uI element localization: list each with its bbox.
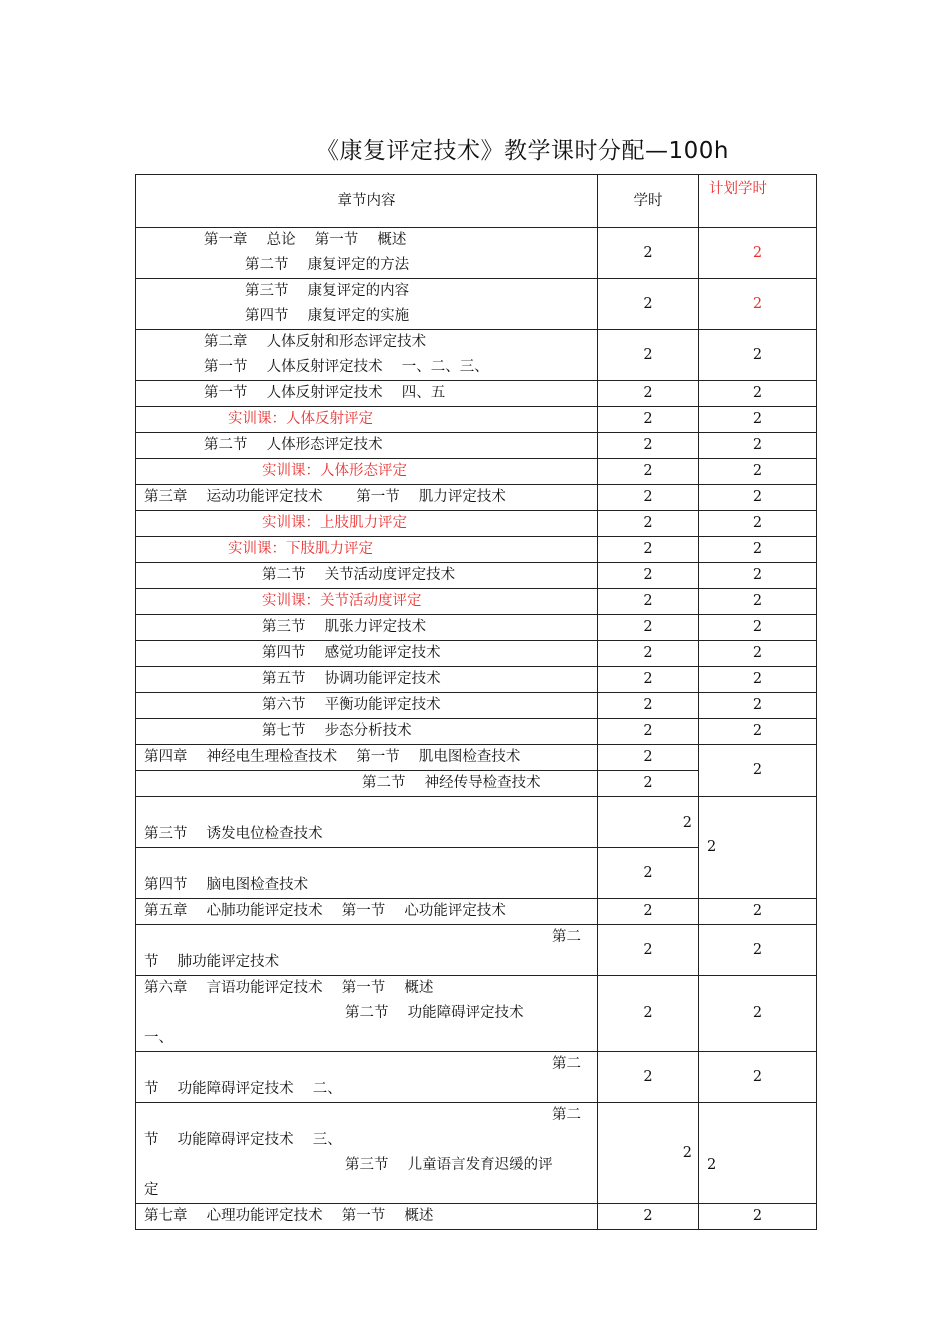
table-row xyxy=(136,899,817,925)
plan-cell: 2 xyxy=(699,899,817,925)
row-content: 第七章 心理功能评定技术 第一节 概述 xyxy=(136,1204,598,1230)
table-row xyxy=(136,693,817,719)
row-content: 第三章 运动功能评定技术 第一节 肌力评定技术 xyxy=(136,485,598,511)
hours-cell: 2 xyxy=(598,797,699,848)
row-content: 实训课：人体反射评定 xyxy=(136,407,598,433)
table-row xyxy=(136,615,817,641)
hours-cell: 2 xyxy=(598,1204,699,1230)
plan-cell: 2 xyxy=(699,976,817,1052)
table-row xyxy=(136,976,817,1052)
table-row xyxy=(136,407,817,433)
row-content: 第二章 人体反射和形态评定技术 第一节 人体反射评定技术 一、二、三、 xyxy=(136,330,598,381)
plan-cell: 2 xyxy=(699,1204,817,1230)
plan-cell: 2 xyxy=(699,1052,817,1103)
table-row xyxy=(136,433,817,459)
plan-cell: 2 xyxy=(699,485,817,511)
header-hours: 学时 xyxy=(598,175,699,228)
hours-cell: 2 xyxy=(598,1103,699,1204)
hours-cell: 2 xyxy=(598,1052,699,1103)
row-content: 实训课：关节活动度评定 xyxy=(136,589,598,615)
hours-cell: 2 xyxy=(598,848,699,899)
hours-cell: 2 xyxy=(598,745,699,771)
hours-cell: 2 xyxy=(598,279,699,330)
page-title: 《康复评定技术》教学课时分配—100h xyxy=(316,138,729,164)
row-content: 第三节 诱发电位检查技术 xyxy=(136,797,598,848)
row-content: 第六章 言语功能评定技术 第一节 概述 第二节 功能障碍评定技术 一、 xyxy=(136,976,598,1052)
row-content: 第二节 人体形态评定技术 xyxy=(136,433,598,459)
plan-cell: 2 xyxy=(699,589,817,615)
table-row xyxy=(136,537,817,563)
plan-cell: 2 xyxy=(699,667,817,693)
plan-cell: 2 xyxy=(699,433,817,459)
table-row xyxy=(136,381,817,407)
plan-cell: 2 xyxy=(699,641,817,667)
hours-cell: 2 xyxy=(598,719,699,745)
row-content: 第二节 关节活动度评定技术 xyxy=(136,563,598,589)
plan-cell: 2 xyxy=(699,330,817,381)
row-content: 第五节 协调功能评定技术 xyxy=(136,667,598,693)
hours-cell: 2 xyxy=(598,433,699,459)
hours-cell: 2 xyxy=(598,641,699,667)
table-header-row xyxy=(136,175,817,228)
plan-cell: 2 xyxy=(699,407,817,433)
table-row xyxy=(136,667,817,693)
hours-cell: 2 xyxy=(598,589,699,615)
row-content: 实训课：下肢肌力评定 xyxy=(136,537,598,563)
plan-cell: 2 xyxy=(699,459,817,485)
plan-cell: 2 xyxy=(699,511,817,537)
table-row xyxy=(136,485,817,511)
header-plan-hours: 计划学时 xyxy=(699,175,817,228)
hours-cell: 2 xyxy=(598,771,699,797)
table-row xyxy=(136,925,817,976)
plan-cell: 2 xyxy=(699,719,817,745)
hours-table xyxy=(135,174,817,1230)
plan-cell: 2 xyxy=(699,563,817,589)
hours-cell: 2 xyxy=(598,485,699,511)
plan-cell: 2 xyxy=(699,1103,817,1204)
hours-cell: 2 xyxy=(598,976,699,1052)
row-content: 第七节 步态分析技术 xyxy=(136,719,598,745)
row-content: 第四章 神经电生理检查技术 第一节 肌电图检查技术 xyxy=(136,745,598,771)
hours-cell: 2 xyxy=(598,667,699,693)
hours-cell: 2 xyxy=(598,459,699,485)
row-content: 第一章 总论 第一节 概述 第二节 康复评定的方法 xyxy=(136,228,598,279)
plan-cell: 2 xyxy=(699,279,817,330)
row-content: 第三节 肌张力评定技术 xyxy=(136,615,598,641)
row-content: 第四节 感觉功能评定技术 xyxy=(136,641,598,667)
hours-cell: 2 xyxy=(598,511,699,537)
table-row xyxy=(136,1052,817,1103)
plan-cell: 2 xyxy=(699,381,817,407)
row-content: 第三节 康复评定的内容 第四节 康复评定的实施 xyxy=(136,279,598,330)
hours-cell: 2 xyxy=(598,407,699,433)
hours-cell: 2 xyxy=(598,693,699,719)
hours-cell: 2 xyxy=(598,228,699,279)
table-row xyxy=(136,745,817,771)
row-content: 实训课：人体形态评定 xyxy=(136,459,598,485)
hours-cell: 2 xyxy=(598,899,699,925)
row-content: 第四节 脑电图检查技术 xyxy=(136,848,598,899)
table-row xyxy=(136,641,817,667)
table-row xyxy=(136,459,817,485)
hours-cell: 2 xyxy=(598,537,699,563)
header-content: 章节内容 xyxy=(136,175,598,228)
row-content: 第二 节 肺功能评定技术 xyxy=(136,925,598,976)
plan-cell: 2 xyxy=(699,925,817,976)
table-row xyxy=(136,1204,817,1230)
row-content: 第五章 心肺功能评定技术 第一节 心功能评定技术 xyxy=(136,899,598,925)
row-content: 实训课：上肢肌力评定 xyxy=(136,511,598,537)
table-row xyxy=(136,511,817,537)
hours-cell: 2 xyxy=(598,330,699,381)
hours-cell: 2 xyxy=(598,615,699,641)
table-row xyxy=(136,279,817,330)
plan-cell: 2 xyxy=(699,693,817,719)
row-content: 第二 节 功能障碍评定技术 二、 xyxy=(136,1052,598,1103)
row-content: 第一节 人体反射评定技术 四、五 xyxy=(136,381,598,407)
table-row xyxy=(136,589,817,615)
table-row xyxy=(136,228,817,279)
table-row xyxy=(136,797,817,848)
row-content: 第六节 平衡功能评定技术 xyxy=(136,693,598,719)
hours-cell: 2 xyxy=(598,563,699,589)
table-row xyxy=(136,1103,817,1204)
table-row xyxy=(136,563,817,589)
plan-cell: 2 xyxy=(699,745,817,797)
table-row xyxy=(136,330,817,381)
hours-cell: 2 xyxy=(598,925,699,976)
row-content: 第二 节 功能障碍评定技术 三、 第三节 儿童语言发育迟缓的评 定 xyxy=(136,1103,598,1204)
hours-cell: 2 xyxy=(598,381,699,407)
plan-cell: 2 xyxy=(699,797,817,899)
plan-cell: 2 xyxy=(699,615,817,641)
plan-cell: 2 xyxy=(699,228,817,279)
plan-cell: 2 xyxy=(699,537,817,563)
table-row xyxy=(136,719,817,745)
row-content: 第二节 神经传导检查技术 xyxy=(136,771,598,797)
